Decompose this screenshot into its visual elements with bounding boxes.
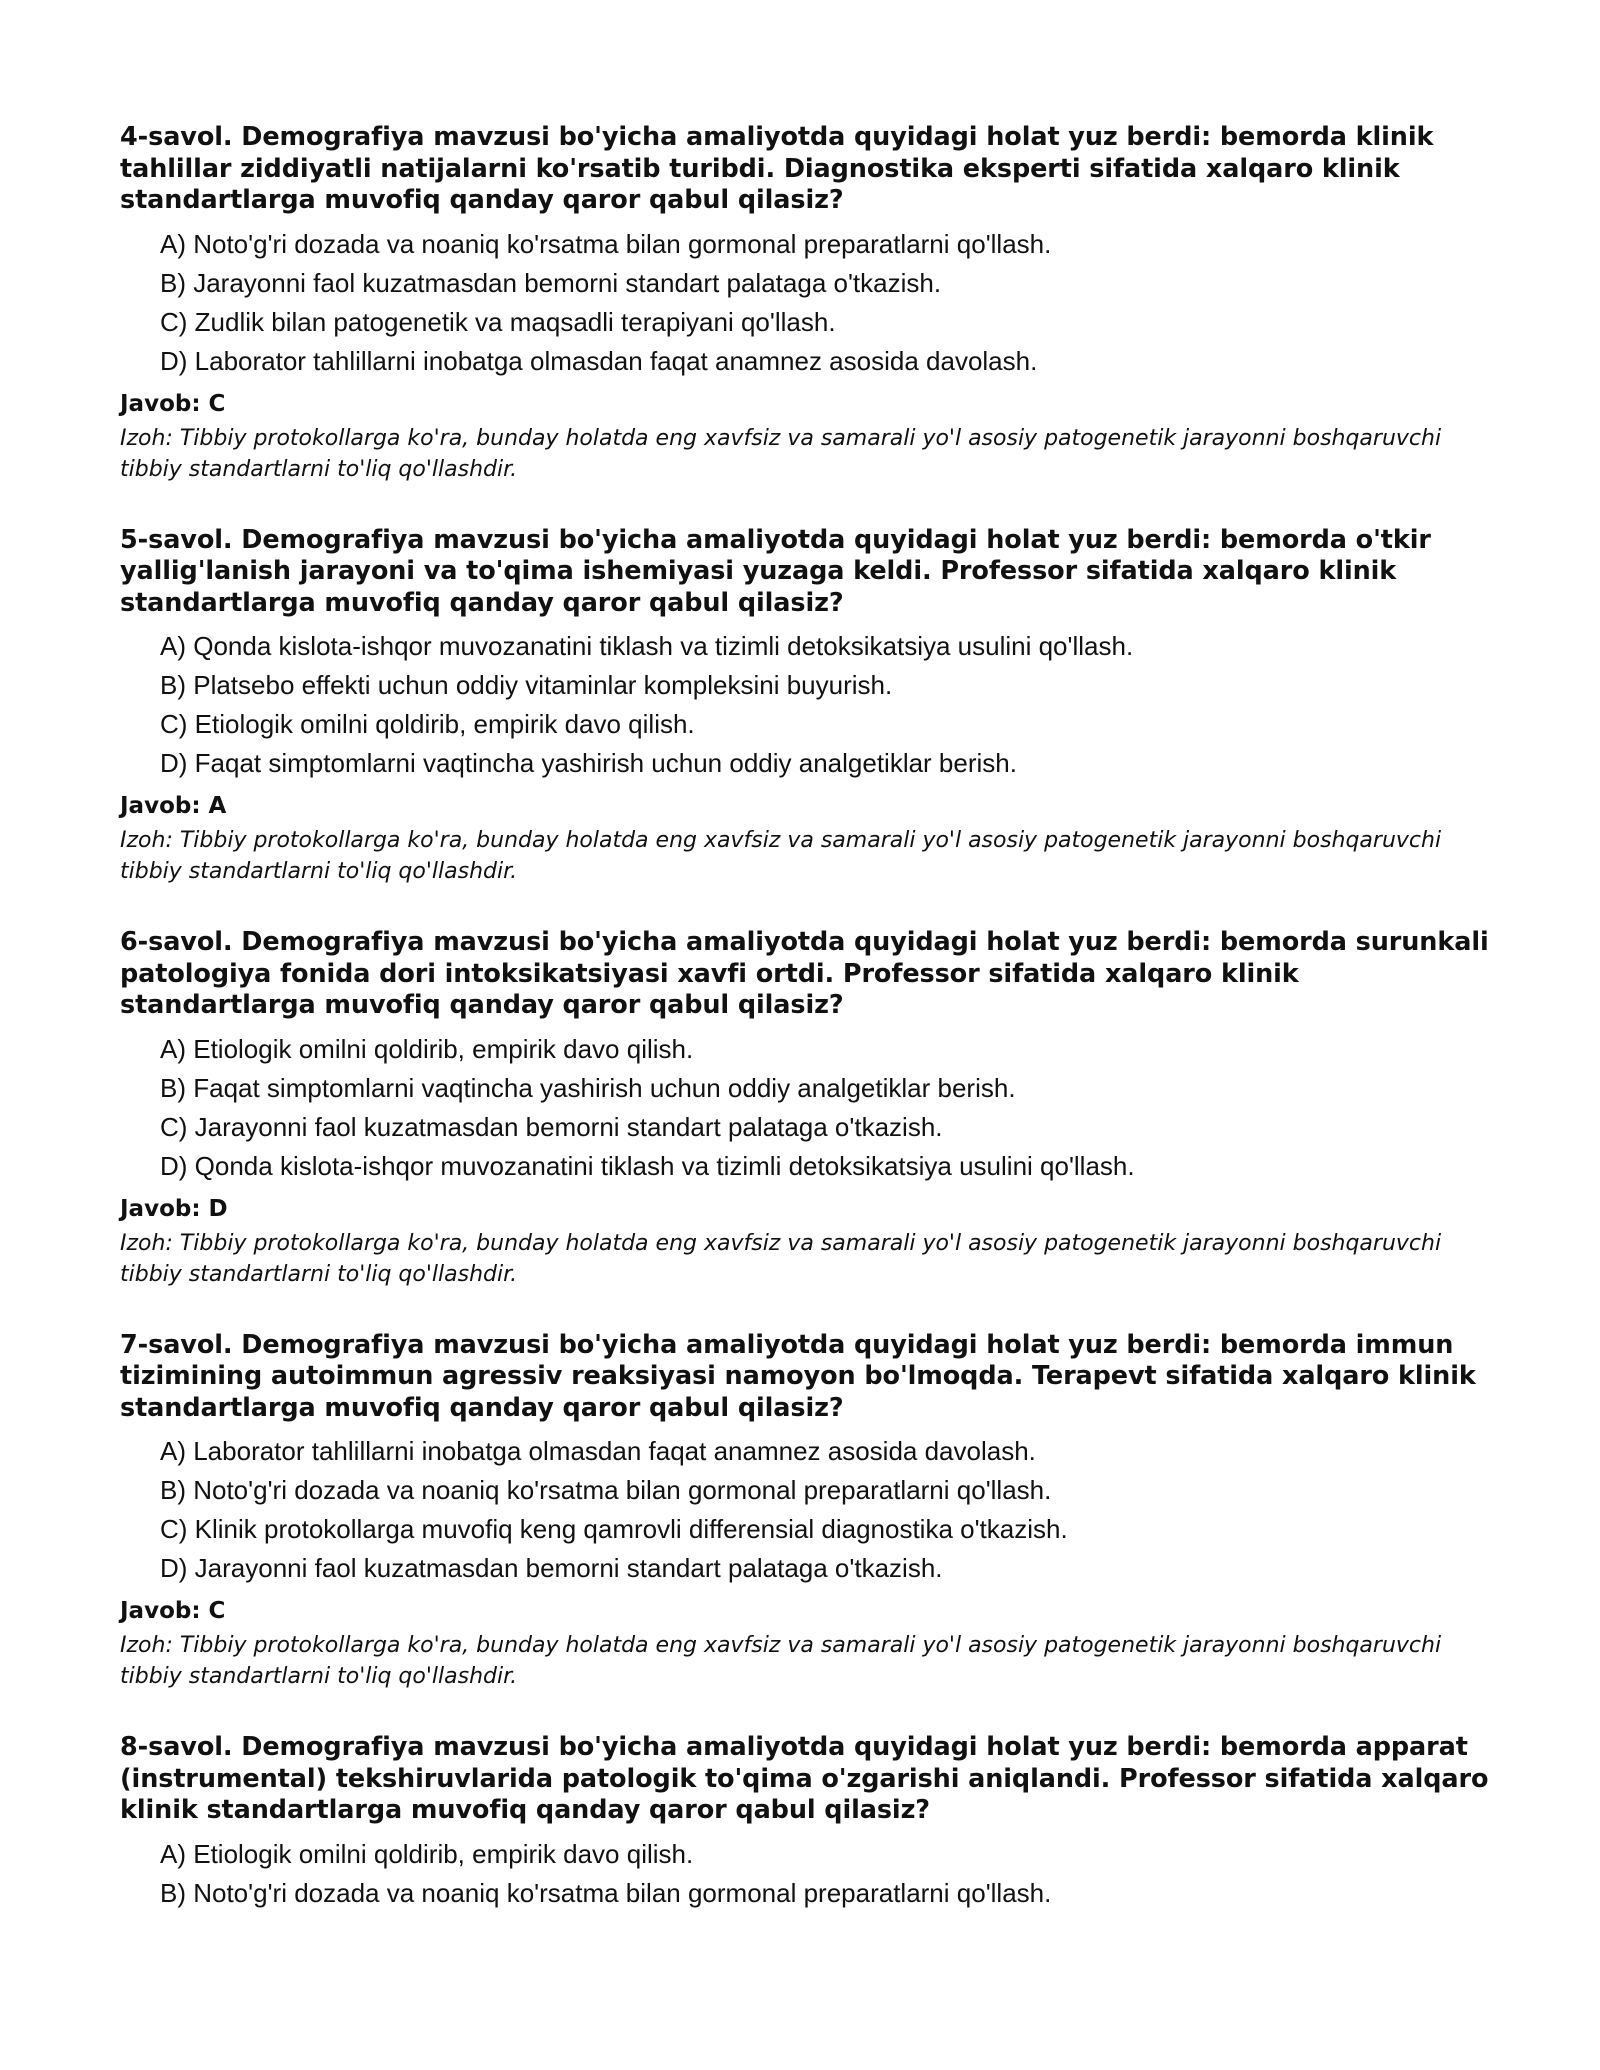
option-a: A) Qonda kislota-ishqor muvozanatini tiklash va tizimli detoksikatsiya usulini qo'llash. [160,631,1134,661]
option-d: D) Laborator tahlillarni inobatga olmasdan faqat anamnez asosida davolash. [160,345,1038,376]
option-a: A) Laborator tahlillarni inobatga olmasdan faqat anamnez asosida davolash. [160,1436,1036,1466]
answer: Javob: C [120,1598,226,1624]
options-list [120,627,1500,783]
question-text: 4-savol. Demografiya mavzusi bo'yicha amaliyotda quyidagi holat yuz berdi: bemorda klinik tahlillar ziddiyatli natijalarni ko'rsatib turibdi. Diagnostika eksperti sifatida xalqaro klinik standartlarga muvofiq qanday qaror qabul qilasiz? [120,122,1434,215]
question-6 [120,927,1500,1290]
explanation: Izoh: Tibbiy protokollarga ko'ra, bunday holatda eng xavfsiz va samarali yo'l asosiy patogenetik jarayonni boshqaruvchi tibbiy standartlarni to'liq qo'llashdir. [120,425,1442,482]
question-4 [120,122,1500,485]
question-text: 8-savol. Demografiya mavzusi bo'yicha amaliyotda quyidagi holat yuz berdi: bemorda apparat (instrumental) tekshiruvlarida patologik to'qima o'zgarishi aniqlandi. Professor sifatida xalqaro klinik standartlarga muvofiq qanday qaror qabul qilasiz? [120,1732,1489,1825]
explanation: Izoh: Tibbiy protokollarga ko'ra, bunday holatda eng xavfsiz va samarali yo'l asosiy patogenetik jarayonni boshqaruvchi tibbiy standartlarni to'liq qo'llashdir. [120,828,1442,884]
question-7 [120,1330,1500,1693]
question-text: 6-savol. Demografiya mavzusi bo'yicha amaliyotda quyidagi holat yuz berdi: bemorda surunkali patologiya fonida dori intoksikatsiyasi xavfi ortdi. Professor sifatida xalqaro klinik standartlarga muvofiq qanday qaror qabul qilasiz? [120,927,1489,1020]
document-page [120,122,1500,1953]
option-a: A) Etiologik omilni qoldirib, empirik davo qilish. [160,1033,694,1064]
options-list [120,1432,1500,1588]
question-text: 5-savol. Demografiya mavzusi bo'yicha amaliyotda quyidagi holat yuz berdi: bemorda o'tkir yallig'lanish jarayoni va to'qima ishemiyasi yuzaga keldi. Professor sifatida xalqaro klinik standartlarga muvofiq qanday qaror qabul qilasiz? [120,524,1431,618]
option-c: C) Jarayonni faol kuzatmasdan bemorni standart palataga o'tkazish. [160,1111,943,1142]
option-b: B) Noto'g'ri dozada va noaniq ko'rsatma bilan gormonal preparatlarni qo'llash. [160,1475,1052,1505]
explanation: Izoh: Tibbiy protokollarga ko'ra, bunday holatda eng xavfsiz va samarali yo'l asosiy patogenetik jarayonni boshqaruvchi tibbiy standartlarni to'liq qo'llashdir. [120,1230,1442,1287]
option-b: B) Noto'g'ri dozada va noaniq ko'rsatma bilan gormonal preparatlarni qo'llash. [160,1877,1052,1908]
question-8 [120,1732,1500,1913]
option-b: B) Faqat simptomlarni vaqtincha yashirish uchun oddiy analgetiklar berish. [160,1072,1016,1103]
option-a: A) Etiologik omilni qoldirib, empirik davo qilish. [160,1838,694,1869]
option-a: A) Noto'g'ri dozada va noaniq ko'rsatma bilan gormonal preparatlarni qo'llash. [160,228,1052,259]
question-5 [120,525,1500,888]
options-list [120,1030,1500,1186]
option-c: C) Zudlik bilan patogenetik va maqsadli terapiyani qo'llash. [160,306,836,337]
question-text: 7-savol. Demografiya mavzusi bo'yicha amaliyotda quyidagi holat yuz berdi: bemorda immun tizimining autoimmun agressiv reaksiyasi namoyon bo'lmoqda. Terapevt sifatida xalqaro klinik standartlarga muvofiq qanday qaror qabul qilasiz? [120,1329,1476,1423]
option-c: C) Etiologik omilni qoldirib, empirik davo qilish. [160,709,695,739]
options-list [120,1835,1500,1913]
answer: Javob: A [120,793,227,819]
answer: Javob: D [120,1195,228,1222]
option-d: D) Jarayonni faol kuzatmasdan bemorni standart palataga o'tkazish. [160,1553,943,1583]
options-list [120,225,1500,381]
option-c: C) Klinik protokollarga muvofiq keng qamrovli differensial diagnostika o'tkazish. [160,1514,1068,1544]
option-d: D) Faqat simptomlarni vaqtincha yashirish uchun oddiy analgetiklar berish. [160,748,1017,778]
explanation: Izoh: Tibbiy protokollarga ko'ra, bunday holatda eng xavfsiz va samarali yo'l asosiy patogenetik jarayonni boshqaruvchi tibbiy standartlarni to'liq qo'llashdir. [120,1633,1442,1689]
option-b: B) Jarayonni faol kuzatmasdan bemorni standart palataga o'tkazish. [160,267,942,298]
option-d: D) Qonda kislota-ishqor muvozanatini tiklash va tizimli detoksikatsiya usulini qo'llash. [160,1150,1135,1181]
option-b: B) Platsebo effekti uchun oddiy vitaminlar kompleksini buyurish. [160,670,893,700]
answer: Javob: C [120,390,226,417]
